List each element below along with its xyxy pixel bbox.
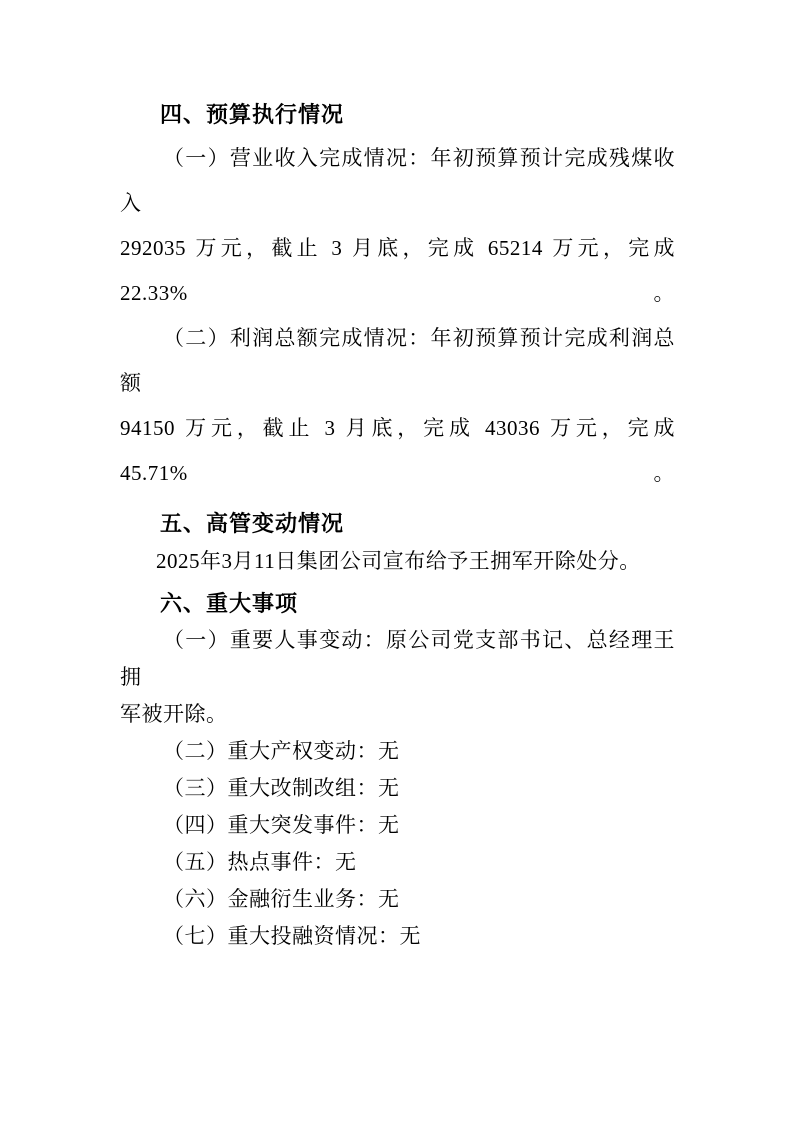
paragraph-revenue-line-1: （一）营业收入完成情况：年初预算预计完成残煤收入 bbox=[120, 146, 675, 215]
item-restructuring: （三）重大改制改组：无 bbox=[163, 776, 400, 800]
section-body bbox=[120, 622, 675, 955]
paragraph-revenue-line-2: 292035 万元，截止 3 月底，完成 65214 万元，完成 22.33%。 bbox=[120, 236, 675, 305]
paragraph-executive-change: 2025年3月11日集团公司宣布给予王拥军开除处分。 bbox=[156, 549, 641, 573]
item-financial-derivatives: （六）金融衍生业务：无 bbox=[163, 887, 400, 911]
section-heading-major-matters: 六、重大事项 bbox=[160, 591, 299, 616]
item-personnel-change-line-1: （一）重要人事变动：原公司党支部书记、总经理王拥 bbox=[120, 628, 675, 689]
section-budget-execution bbox=[120, 97, 675, 496]
paragraph-profit-line-1: （二）利润总额完成情况：年初预算预计完成利润总额 bbox=[120, 326, 675, 395]
item-investment-financing: （七）重大投融资情况：无 bbox=[163, 924, 421, 948]
paragraph-profit-line-2: 94150 万元，截止 3 月底，完成 43036 万元，完成 45.71%。 bbox=[120, 416, 675, 485]
item-property-rights-change: （二）重大产权变动：无 bbox=[163, 739, 400, 763]
section-heading-executive-changes: 五、高管变动情况 bbox=[160, 511, 345, 536]
item-hot-events: （五）热点事件：无 bbox=[163, 850, 357, 874]
section-heading-budget-execution: 四、预算执行情况 bbox=[160, 102, 345, 127]
section-executive-changes bbox=[120, 506, 675, 580]
item-emergencies: （四）重大突发事件：无 bbox=[163, 813, 400, 837]
section-major-matters bbox=[120, 586, 675, 955]
item-personnel-change-line-2: 军被开除。 bbox=[120, 702, 228, 726]
section-body bbox=[120, 136, 675, 496]
section-body bbox=[120, 542, 675, 580]
